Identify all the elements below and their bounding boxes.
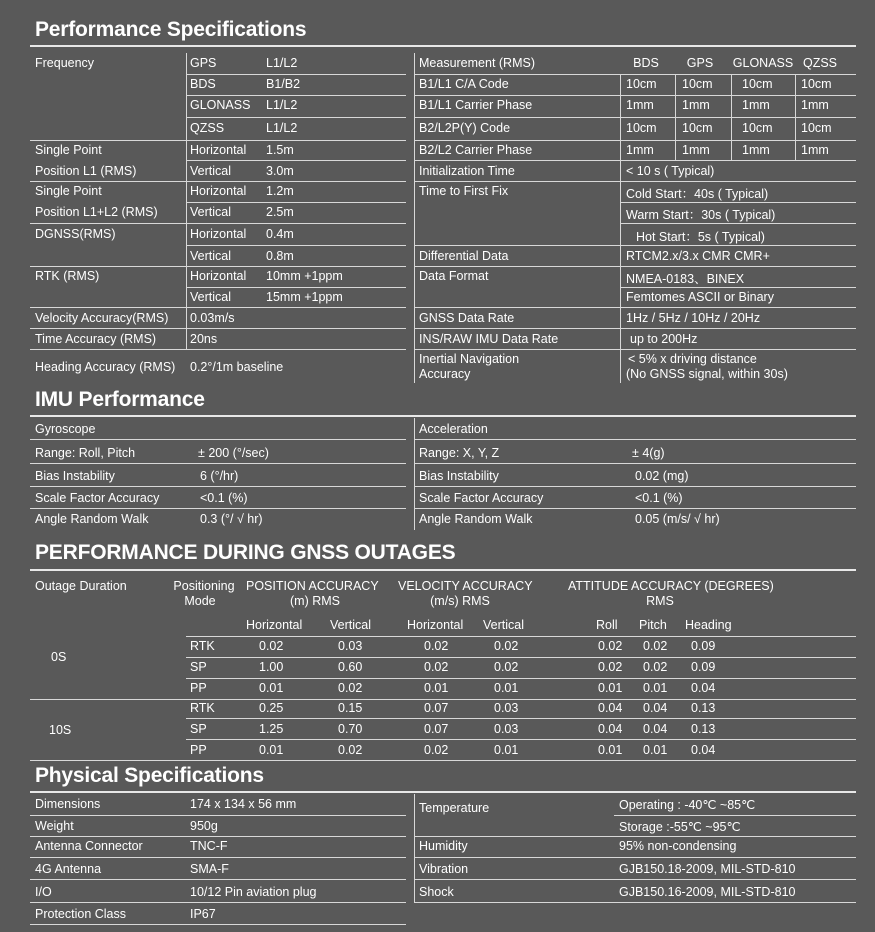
position-accuracy-header-b: (m) RMS xyxy=(290,594,340,608)
measurement-value: 1mm xyxy=(801,98,829,112)
outage-value: 0.03 xyxy=(494,701,519,715)
outage-value: 0.02 xyxy=(338,743,363,757)
time-label: Time Accuracy (RMS) xyxy=(35,332,157,346)
divider xyxy=(614,815,856,816)
rtk-vertical: 15mm +1ppm xyxy=(266,290,343,304)
divider xyxy=(30,857,406,858)
positioning-mode: RTK xyxy=(190,701,215,715)
physical-label: Antenna Connector xyxy=(35,839,143,853)
gyro-param-value: <0.1 (%) xyxy=(200,491,248,505)
ttff-label: Time to First Fix xyxy=(419,184,509,198)
horizontal-label: Horizontal xyxy=(190,184,247,198)
dgnss-vertical: 0.8m xyxy=(266,249,294,263)
divider xyxy=(414,95,856,96)
acceleration-label: Acceleration xyxy=(419,422,488,436)
sp-l1l2-vertical: 2.5m xyxy=(266,205,294,219)
section-rule xyxy=(30,569,856,571)
divider xyxy=(186,160,406,161)
attitude-accuracy-header-b: RMS xyxy=(646,594,674,608)
outage-value: 0.02 xyxy=(259,639,284,653)
positioning-mode: SP xyxy=(190,660,207,674)
attitude-accuracy-header-a: ATTITUDE ACCURACY (DEGREES) xyxy=(568,579,774,593)
imu-rate-value: up to 200Hz xyxy=(630,332,698,346)
measurement-value: 1mm xyxy=(682,98,710,112)
freq-band: L1/L2 xyxy=(266,56,298,70)
divider xyxy=(186,53,187,349)
section-rule xyxy=(30,415,856,417)
divider xyxy=(186,718,856,719)
sp-l1l2-label-a: Single Point xyxy=(35,184,102,198)
velocity-value: 0.03m/s xyxy=(190,311,235,325)
outage-value: 0.09 xyxy=(691,639,716,653)
dgnss-label: DGNSS(RMS) xyxy=(35,227,116,241)
physical-label: 4G Antenna xyxy=(35,862,102,876)
divider xyxy=(30,223,406,224)
divider xyxy=(30,924,406,925)
accel-param-value: <0.1 (%) xyxy=(635,491,683,505)
divider xyxy=(186,117,406,118)
outage-value: 0.01 xyxy=(598,681,623,695)
outage-value: 0.01 xyxy=(494,681,519,695)
measurement-row-label: B2/L2 Carrier Phase xyxy=(419,143,533,157)
physical-label: Protection Class xyxy=(35,907,127,921)
accel-param-label: Bias Instability xyxy=(419,469,499,483)
measurement-value: 1mm xyxy=(626,98,654,112)
gyro-param-label: Range: Roll, Pitch xyxy=(35,446,136,460)
positioning-mode: RTK xyxy=(190,639,215,653)
diff-data-label: Differential Data xyxy=(419,249,509,263)
gyro-param-label: Bias Instability xyxy=(35,469,115,483)
sub-heading: Heading xyxy=(685,618,732,632)
data-format-label: Data Format xyxy=(419,269,489,283)
physical-value: 950g xyxy=(190,819,218,833)
gnss-rate-label: GNSS Data Rate xyxy=(419,311,515,325)
divider xyxy=(414,328,856,329)
measurement-value: 1mm xyxy=(801,143,829,157)
inertial-label-b: Accuracy xyxy=(419,367,471,381)
divider xyxy=(186,739,856,740)
freq-band: L1/L2 xyxy=(266,121,298,135)
measurement-value: 1mm xyxy=(742,143,770,157)
divider xyxy=(30,836,406,837)
section-title-imu: IMU Performance xyxy=(35,388,205,411)
diff-data-value: RTCM2.x/3.x CMR CMR+ xyxy=(626,249,770,263)
outage-value: 1.00 xyxy=(259,660,284,674)
divider xyxy=(30,699,856,700)
divider xyxy=(30,140,406,141)
sub-vertical: Vertical xyxy=(330,618,371,632)
divider xyxy=(186,678,856,679)
outage-value: 0.07 xyxy=(424,701,449,715)
accel-param-label: Range: X, Y, Z xyxy=(419,446,500,460)
divider xyxy=(414,74,856,75)
inertial-value-2: (No GNSS signal, within 30s) xyxy=(626,367,788,381)
sp-l1-vertical: 3.0m xyxy=(266,164,294,178)
rtk-label: RTK (RMS) xyxy=(35,269,100,283)
divider xyxy=(30,328,406,329)
outage-value: 0.04 xyxy=(643,722,668,736)
velocity-accuracy-header-a: VELOCITY ACCURACY xyxy=(398,579,533,593)
outage-value: 0.01 xyxy=(259,681,284,695)
sys-qzss: QZSS xyxy=(802,56,838,70)
freq-system: BDS xyxy=(190,77,216,91)
divider xyxy=(620,223,856,224)
heading-value: 0.2°/1m baseline xyxy=(190,360,284,374)
accel-param-value: 0.02 (mg) xyxy=(635,469,689,483)
velocity-label: Velocity Accuracy(RMS) xyxy=(35,311,169,325)
outage-value: 0.02 xyxy=(643,660,668,674)
outage-value: 0.02 xyxy=(424,639,449,653)
measurement-row-label: B2/L2P(Y) Code xyxy=(419,121,511,135)
freq-system: GLONASS xyxy=(190,98,251,112)
outage-value: 0.04 xyxy=(691,743,716,757)
outage-value: 0.02 xyxy=(643,639,668,653)
velocity-accuracy-header-b: (m/s) RMS xyxy=(430,594,490,608)
physical-value: GJB150.18-2009, MIL-STD-810 xyxy=(619,862,796,876)
measurement-label: Measurement (RMS) xyxy=(419,56,535,70)
measurement-value: 10cm xyxy=(742,121,773,135)
measurement-row-label: B1/L1 Carrier Phase xyxy=(419,98,533,112)
sys-gps: GPS xyxy=(686,56,714,70)
positioning-mode-header-b: Mode xyxy=(184,594,216,608)
measurement-value: 10cm xyxy=(801,121,832,135)
horizontal-label: Horizontal xyxy=(190,227,247,241)
divider xyxy=(414,140,856,141)
vertical-label: Vertical xyxy=(190,249,231,263)
measurement-value: 10cm xyxy=(626,77,657,91)
dgnss-horizontal: 0.4m xyxy=(266,227,294,241)
divider xyxy=(414,879,856,880)
outage-group-label: 10S xyxy=(49,723,72,737)
accel-param-value: ± 4(g) xyxy=(632,446,665,460)
measurement-value: 10cm xyxy=(682,77,713,91)
divider xyxy=(30,439,406,440)
data-format-value-2: Femtomes ASCII or Binary xyxy=(626,290,774,304)
divider xyxy=(414,794,415,902)
gyroscope-label: Gyroscope xyxy=(35,422,96,436)
divider xyxy=(414,160,856,161)
inertial-value-1: < 5% x driving distance xyxy=(628,352,757,366)
outage-value: 0.04 xyxy=(598,701,623,715)
freq-system: GPS xyxy=(190,56,217,70)
outage-value: 1.25 xyxy=(259,722,284,736)
physical-label: Weight xyxy=(35,819,74,833)
divider xyxy=(186,245,406,246)
physical-value: 10/12 Pin aviation plug xyxy=(190,885,317,899)
freq-band: B1/B2 xyxy=(266,77,301,91)
outage-value: 0.07 xyxy=(424,722,449,736)
divider xyxy=(414,349,856,350)
divider xyxy=(414,245,856,246)
outage-value: 0.13 xyxy=(691,701,716,715)
positioning-mode: PP xyxy=(190,681,207,695)
sub-horizontal: Horizontal xyxy=(407,618,464,632)
ttff-cold: Cold Start：40s ( Typical) xyxy=(626,187,769,201)
section-title-physical: Physical Specifications xyxy=(35,764,264,787)
init-time-value: < 10 s ( Typical) xyxy=(626,164,715,178)
ttff-warm: Warm Start：30s ( Typical) xyxy=(626,208,776,222)
divider xyxy=(795,74,796,160)
sp-l1l2-label-b: Position L1+L2 (RMS) xyxy=(35,205,158,219)
divider xyxy=(414,307,856,308)
outage-value: 0.13 xyxy=(691,722,716,736)
divider xyxy=(186,95,406,96)
heading-label: Heading Accuracy (RMS) xyxy=(35,360,176,374)
divider xyxy=(30,760,856,761)
outage-value: 0.02 xyxy=(598,660,623,674)
divider xyxy=(414,486,856,487)
sub-vertical: Vertical xyxy=(483,618,524,632)
divider xyxy=(414,463,856,464)
sub-pitch: Pitch xyxy=(639,618,667,632)
positioning-mode-header-a: Positioning xyxy=(173,579,235,593)
horizontal-label: Horizontal xyxy=(190,143,247,157)
outage-value: 0.01 xyxy=(598,743,623,757)
physical-label: Shock xyxy=(419,885,454,899)
outage-value: 0.60 xyxy=(338,660,363,674)
outage-value: 0.01 xyxy=(494,743,519,757)
outage-value: 0.25 xyxy=(259,701,284,715)
measurement-value: 1mm xyxy=(626,143,654,157)
measurement-value: 10cm xyxy=(742,77,773,91)
divider xyxy=(186,74,406,75)
measurement-row-label: B1/L1 C/A Code xyxy=(419,77,509,91)
divider xyxy=(414,418,415,530)
freq-system: QZSS xyxy=(190,121,225,135)
section-title-performance: Performance Specifications xyxy=(35,18,307,41)
accel-param-value: 0.05 (m/s/ √ hr) xyxy=(635,512,720,526)
inertial-label-a: Inertial Navigation xyxy=(419,352,520,366)
divider xyxy=(186,287,406,288)
vertical-label: Vertical xyxy=(190,205,231,219)
divider xyxy=(30,307,406,308)
divider xyxy=(30,815,406,816)
outage-group-label: 0S xyxy=(51,650,67,664)
temperature-storage: Storage :-55℃ ~95℃ xyxy=(619,820,741,834)
section-rule xyxy=(30,791,856,793)
divider xyxy=(414,181,856,182)
vertical-label: Vertical xyxy=(190,164,231,178)
divider xyxy=(30,508,406,509)
outage-value: 0.02 xyxy=(424,660,449,674)
sys-bds: BDS xyxy=(633,56,659,70)
sp-l1-label-a: Single Point xyxy=(35,143,102,157)
freq-band: L1/L2 xyxy=(266,98,298,112)
accel-param-label: Angle Random Walk xyxy=(419,512,533,526)
measurement-value: 1mm xyxy=(682,143,710,157)
section-rule xyxy=(30,45,856,47)
sp-l1-horizontal: 1.5m xyxy=(266,143,294,157)
time-value: 20ns xyxy=(190,332,218,346)
frequency-label: Frequency xyxy=(35,56,95,70)
outage-value: 0.01 xyxy=(424,681,449,695)
divider xyxy=(30,879,406,880)
divider xyxy=(186,636,856,637)
divider xyxy=(414,439,856,440)
physical-value: GJB150.16-2009, MIL-STD-810 xyxy=(619,885,796,899)
imu-rate-label: INS/RAW IMU Data Rate xyxy=(419,332,559,346)
divider xyxy=(414,836,856,837)
divider xyxy=(620,74,621,383)
divider xyxy=(186,657,856,658)
sp-l1l2-horizontal: 1.2m xyxy=(266,184,294,198)
gyro-param-value: 0.3 (°/ √ hr) xyxy=(200,512,263,526)
divider xyxy=(30,463,406,464)
measurement-value: 10cm xyxy=(682,121,713,135)
sub-horizontal: Horizontal xyxy=(246,618,303,632)
physical-label: Dimensions xyxy=(35,797,101,811)
accel-param-label: Scale Factor Accuracy xyxy=(419,491,544,505)
divider xyxy=(414,857,856,858)
divider xyxy=(30,349,406,350)
gnss-rate-value: 1Hz / 5Hz / 10Hz / 20Hz xyxy=(626,311,761,325)
outage-value: 0.03 xyxy=(494,722,519,736)
outage-value: 0.02 xyxy=(598,639,623,653)
gyro-param-value: ± 200 (°/sec) xyxy=(198,446,269,460)
physical-value: 95% non-condensing xyxy=(619,839,737,853)
physical-label: I/O xyxy=(35,885,52,899)
divider xyxy=(414,508,856,509)
position-accuracy-header-a: POSITION ACCURACY xyxy=(246,579,379,593)
divider xyxy=(414,117,856,118)
outage-value: 0.02 xyxy=(494,639,519,653)
divider xyxy=(414,266,856,267)
section-title-outage: PERFORMANCE DURING GNSS OUTAGES xyxy=(35,541,456,564)
outage-duration-header: Outage Duration xyxy=(35,579,127,593)
sp-l1-label-b: Position L1 (RMS) xyxy=(35,164,137,178)
divider xyxy=(620,287,856,288)
outage-value: 0.01 xyxy=(259,743,284,757)
physical-value: IP67 xyxy=(190,907,216,921)
divider xyxy=(414,53,415,383)
outage-value: 0.04 xyxy=(691,681,716,695)
divider xyxy=(675,74,676,160)
outage-value: 0.03 xyxy=(338,639,363,653)
temperature-operating: Operating : -40℃ ~85℃ xyxy=(619,798,756,812)
outage-value: 0.01 xyxy=(643,743,668,757)
physical-label: Humidity xyxy=(419,839,468,853)
divider xyxy=(30,902,406,903)
measurement-value: 10cm xyxy=(626,121,657,135)
physical-value: TNC-F xyxy=(190,839,228,853)
outage-value: 0.04 xyxy=(643,701,668,715)
divider xyxy=(30,266,406,267)
divider xyxy=(30,181,406,182)
sub-roll: Roll xyxy=(596,618,618,632)
ttff-hot: Hot Start：5s ( Typical) xyxy=(636,230,765,244)
temperature-label: Temperature xyxy=(419,801,490,815)
physical-value: 174 x 134 x 56 mm xyxy=(190,797,297,811)
measurement-value: 10cm xyxy=(801,77,832,91)
physical-value: SMA-F xyxy=(190,862,229,876)
outage-value: 0.70 xyxy=(338,722,363,736)
data-format-value: NMEA-0183、BINEX xyxy=(626,272,745,286)
positioning-mode: PP xyxy=(190,743,207,757)
gyro-param-label: Angle Random Walk xyxy=(35,512,149,526)
divider xyxy=(414,902,856,903)
init-time-label: Initialization Time xyxy=(419,164,515,178)
sys-glonass: GLONASS xyxy=(732,56,794,70)
outage-value: 0.04 xyxy=(598,722,623,736)
vertical-label: Vertical xyxy=(190,290,231,304)
divider xyxy=(731,74,732,160)
outage-value: 0.15 xyxy=(338,701,363,715)
physical-label: Vibration xyxy=(419,862,469,876)
outage-value: 0.01 xyxy=(643,681,668,695)
outage-value: 0.02 xyxy=(338,681,363,695)
outage-value: 0.02 xyxy=(494,660,519,674)
measurement-value: 1mm xyxy=(742,98,770,112)
divider xyxy=(186,202,406,203)
divider xyxy=(620,202,856,203)
outage-value: 0.02 xyxy=(424,743,449,757)
gyro-param-value: 6 (°/hr) xyxy=(200,469,239,483)
divider xyxy=(30,486,406,487)
rtk-horizontal: 10mm +1ppm xyxy=(266,269,343,283)
horizontal-label: Horizontal xyxy=(190,269,247,283)
outage-value: 0.09 xyxy=(691,660,716,674)
gyro-param-label: Scale Factor Accuracy xyxy=(35,491,160,505)
positioning-mode: SP xyxy=(190,722,207,736)
